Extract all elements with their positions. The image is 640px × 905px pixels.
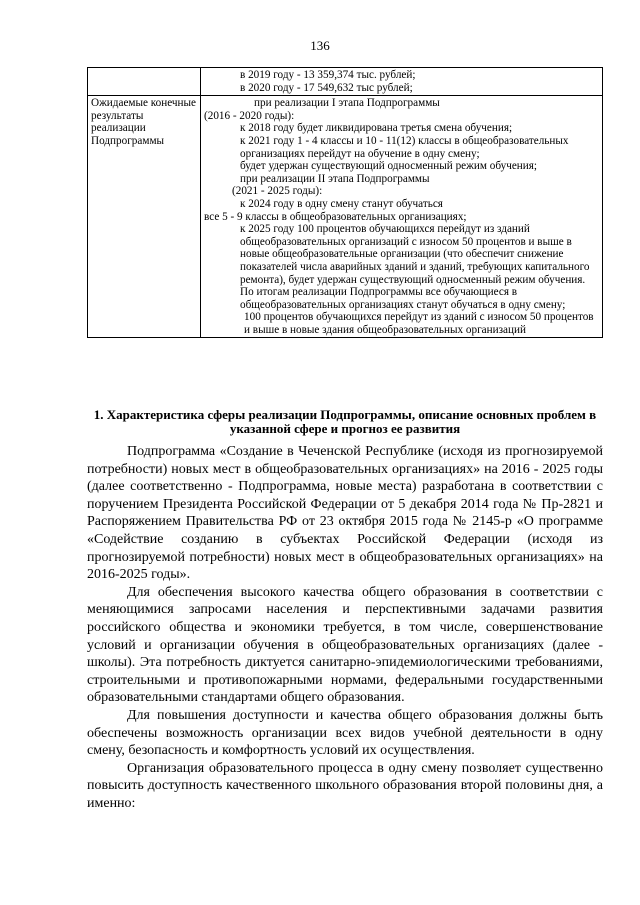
table-cell-empty — [88, 68, 201, 96]
result-line: (2021 - 2025 годы): — [232, 185, 323, 198]
funding-line-2020: в 2020 году - 17 549,632 тыс рублей; — [240, 81, 413, 94]
paragraph: Подпрограмма «Создание в Чеченской Республике (исходя из прогнозируемой потребности) новых мест в общеобразовательных организациях» на 2016 - 2025 годы (далее соответственно - Подпрограмма, новые места) разработана в соответствии с поручением Президента Российской Федерации от 5 декабря 2014 года № Пр-2821 и Распоряжением Правительства РФ от 23 октября 2015 года № 2145-р «О программе «Содействие созданию в субъектах Российской Федерации (исходя из прогнозируемой потребности) новых мест в общеобразовательных организациях» на 2016-2025 годы». — [87, 444, 603, 583]
result-line: к 2024 году в одну смену станут обучаться — [240, 197, 443, 210]
subprogram-table — [87, 67, 603, 338]
paragraph: Для обеспечения высокого качества общего образования в соответствии с меняющимися запросами населения и перспективными задачами развития российского общества и экономики требуется, в том числе, совершенствование условий и организации обучения в общеобразовательных организациях (далее - школы). Эта потребность диктуется санитарно-эпидемиологическими требованиями, строительными и противопожарными нормами, федеральными государственными образовательными стандартами общего образования. — [87, 584, 603, 706]
paragraph: Организация образовательного процесса в одну смену позволяет существенно повысить доступность качественного школьного образования второй половины дня, а именно: — [87, 760, 603, 811]
result-line: По итогам реализации Подпрограммы все обучающиеся в общеобразовательных организациях станут обучаться в одну смену; — [240, 286, 566, 311]
result-line: к 2021 году 1 - 4 классы и 10 - 11(12) классы в общеобразовательных организациях перейдут на обучение в одну смену; — [240, 134, 569, 160]
result-line: будет удержан существующий односменный режим обучения; — [240, 160, 538, 173]
section-heading: 1. Характеристика сферы реализации Подпрограммы, описание основных проблем в указанной сфере и прогноз ее развития — [93, 407, 597, 436]
table-cell-results — [201, 96, 603, 338]
result-line: (2016 - 2020 годы): — [204, 109, 295, 122]
table-cell-label: Ожидаемые конечные результаты реализации Подпрограммы — [88, 96, 201, 338]
funding-line-2019: в 2019 году - 13 359,374 тыс. рублей; — [240, 69, 416, 81]
paragraph: Для повышения доступности и качества общего образования должны быть обеспечены возможность организации всех видов учебной деятельности в одну смену, безопасность и комфортность условий их осуществления. — [87, 707, 603, 759]
table-row — [88, 68, 603, 96]
result-line: все 5 - 9 классы в общеобразовательных организациях; — [204, 210, 467, 223]
page-number: 136 — [310, 38, 330, 53]
body-text — [87, 443, 603, 812]
result-line: к 2025 году 100 процентов обучающихся перейдут из зданий общеобразовательных организаций с износом 50 процентов и выше в новые общеобразовательные организации (что обеспечит снижение показателей числа аварийных зданий и зданий, требующих капитального ремонта), будет удержан существующий односменный режим обучения. — [240, 223, 590, 286]
table-row — [88, 96, 603, 338]
result-line: к 2018 году будет ликвидирована третья смена обучения; — [240, 122, 513, 135]
result-line: при реализации I этапа Подпрограммы — [254, 97, 440, 110]
table-cell-funding — [201, 68, 603, 96]
result-line: при реализации II этапа Подпрограммы — [240, 172, 430, 185]
result-line: 100 процентов обучающихся перейдут из зданий с износом 50 процентов и выше в новые здания общеобразовательных организаций — [244, 311, 594, 336]
